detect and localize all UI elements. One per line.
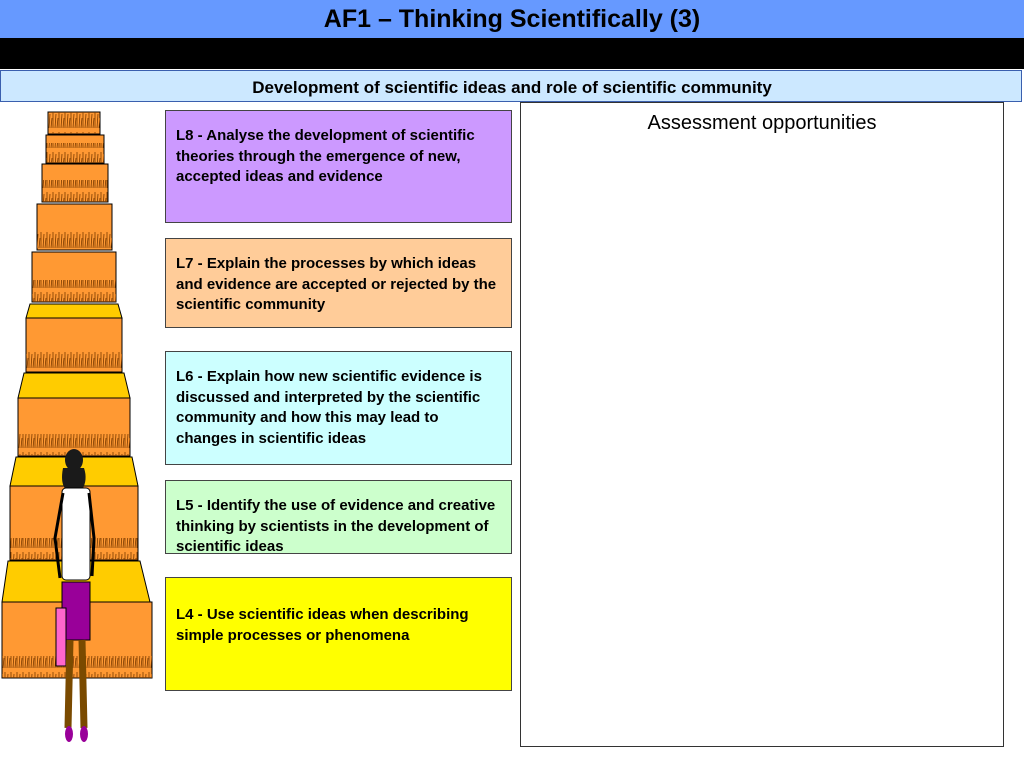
level-8-box: L8 - Analyse the development of scientific theories through the emergence of new, accepted ideas and evidence [165,110,512,223]
staircase-with-person-icon [0,108,160,760]
black-divider-bar [0,38,1024,69]
title-bar [0,0,1024,38]
level-7-box: L7 - Explain the processes by which ideas and evidence are accepted or rejected by the scientific community [165,238,512,328]
level-4-box: L4 - Use scientific ideas when describing simple processes or phenomena [165,577,512,691]
page-subtitle: Development of scientific ideas and role of scientific community [252,78,772,97]
level-6-box: L6 - Explain how new scientific evidence is discussed and interpreted by the scientific community and how this may lead to changes in scientific ideas [165,351,512,465]
subtitle-bar [0,70,1022,102]
level-5-box: L5 - Identify the use of evidence and creative thinking by scientists in the development of scientific ideas [165,480,512,554]
page-title: AF1 – Thinking Scientifically (3) [323,5,701,33]
assessment-opportunities-box[interactable] [520,102,1004,747]
assessment-title: Assessment opportunities [647,112,877,134]
